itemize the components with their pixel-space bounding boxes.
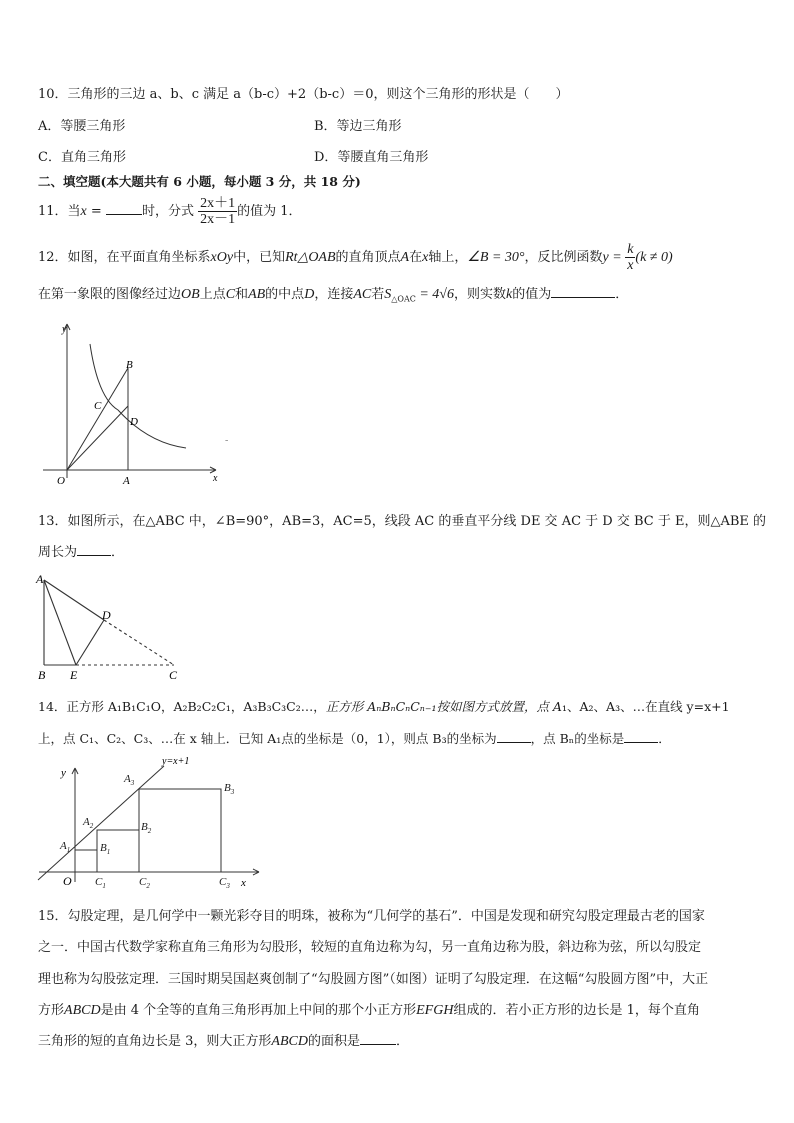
q13-line2	[38, 541, 124, 560]
q14-text-italic: 按如图方式放置，点 A	[436, 699, 562, 714]
q14-fig-c2: $C_2$	[139, 876, 150, 890]
q12-fig-o: O	[57, 475, 65, 487]
q15-text: 组成的．若小正方形的边长是 1，每个直角	[453, 1003, 700, 1018]
q12-text: 的值为	[512, 287, 552, 302]
q12-c: C	[225, 287, 236, 302]
q14-fig-o: O	[63, 874, 72, 888]
q14-fig-line-label: y=x+1	[162, 756, 190, 767]
q12-fig-y: y	[62, 324, 67, 335]
q15-line5	[38, 1030, 409, 1050]
section-2-title: 二、填空题(本大题共有 6 小题，每小题 3 分，共 18 分)	[38, 174, 361, 189]
q12-x-den: x	[627, 258, 634, 273]
q12-text: 若	[371, 287, 385, 302]
q12-fig-b: B	[126, 359, 133, 371]
q15-text: 的面积是	[307, 1034, 360, 1049]
q12-text: 中，已知	[233, 250, 286, 265]
q14-line2: 上，点 C₁、C₂、C₃、…在 x 轴上．已知 A₁点的坐标是（0，1），则点 B₃的坐标为 ，点 Bₙ的坐标是 ．	[38, 731, 671, 746]
q13-segment-dc	[104, 620, 174, 665]
q11-post: 的值为 1．	[237, 204, 302, 219]
q10-option-a[interactable]: A．等腰三角形	[38, 119, 126, 134]
q12-text: ，则实数	[453, 287, 506, 302]
q11-numerator: 2x＋1	[200, 196, 236, 211]
q12-text: ，连接	[314, 287, 354, 302]
q14-fig-b1: $B_1$	[100, 842, 111, 856]
q15-line2: 之一．中国古代数学家称直角三角形为勾股形，较短的直角边称为勾，另一直角边称为股，斜边称为弦，所以勾股定	[38, 940, 702, 955]
q12-s-val: = 4√6	[415, 287, 454, 302]
q11-pre: 11．当	[38, 204, 81, 219]
q12-figure	[38, 318, 238, 488]
q12-point-a: A	[400, 250, 410, 265]
q12-k: k	[627, 242, 634, 257]
q15-answer-blank[interactable]	[360, 1044, 396, 1045]
q14-text: 14．正方形 A	[38, 699, 117, 714]
q13-segment-ad	[44, 580, 104, 620]
q12-text: 上点	[199, 287, 226, 302]
q10-stem: 10．三角形的三边 a、b、c 满足 a（b‐c）+2（b‐c）＝0，则这个三角形的形状是（ ）	[38, 87, 569, 102]
q12-xoy: xOy	[210, 250, 234, 265]
q13-line1: 13．如图所示，在△ABC 中，∠B=90°，AB=3，AC=5，线段 AC 的垂直平分线 DE 交 AC 于 D 交 BC 于 E，则△ABE 的	[38, 514, 767, 529]
q13-fig-e: E	[70, 668, 78, 682]
q14-text: 的坐标是	[574, 731, 625, 746]
q12-text: 的直角顶点	[335, 250, 401, 265]
q12-text: 12．如图，在平面直角坐标系	[38, 250, 211, 265]
q11-eq: =	[86, 204, 106, 219]
q12-y-eq: y =	[602, 250, 626, 265]
q11-mid: 时，分式	[141, 204, 194, 219]
q12-ac: AC	[353, 287, 372, 302]
q14-fig-x: x	[241, 877, 246, 889]
q11-answer-blank[interactable]	[106, 214, 142, 215]
q15-line3: 理也称为勾股弦定理．三国时期吴国赵爽创制了“勾股圆方图”（如图）证明了勾股定理．在这幅“勾股圆方图”中，大正	[38, 972, 709, 987]
q14-text: 、A	[593, 699, 616, 714]
q14-text: 、C	[121, 731, 144, 746]
q12-kcond: (k ≠ 0)	[635, 250, 673, 265]
q12-fig-x: x	[213, 473, 218, 484]
q12-fraction	[625, 242, 635, 273]
q13-text: ．	[111, 545, 125, 560]
q14-fig-b2: $B_2$	[141, 821, 152, 835]
q14-answer-blank-1[interactable]	[497, 742, 531, 743]
q13-answer-blank[interactable]	[77, 555, 111, 556]
q14-answer-blank-2[interactable]	[624, 742, 658, 743]
q15-line1: 15．勾股定理，是几何学中一颗光彩夺目的明珠，被称为“几何学的基石”．中国是发现和研究勾股定理最古老的国家	[38, 909, 705, 924]
q12-segment-oc	[67, 406, 128, 470]
q14-text: 上，点 C	[38, 731, 90, 746]
q12-fig-a: A	[123, 475, 130, 487]
q15-text: ．	[395, 1034, 409, 1049]
q14-text: 的坐标为	[446, 731, 497, 746]
q13-fig-b: B	[38, 668, 46, 682]
q13-fig-d: D	[102, 608, 111, 622]
q14-text: ，A	[160, 699, 183, 714]
q12-s: S	[384, 287, 392, 302]
q14-fig-y: y	[61, 767, 66, 779]
q13-fig-a: A	[36, 572, 44, 586]
q14-text: ，点 B	[530, 731, 569, 746]
q15-text: 三角形的短的直角边长是 3，则大正方形	[38, 1034, 272, 1049]
q14-fig-a1: $A_1$	[60, 840, 71, 854]
q12-fig-d: D	[130, 416, 138, 428]
q14-fig-c1: $C_1$	[95, 876, 106, 890]
q12-text: 和	[235, 287, 249, 302]
q13-figure	[34, 570, 184, 685]
q12-answer-blank[interactable]	[551, 297, 615, 298]
q15-text: 是由 4 个全等的直角三角形再加上中间的那个小正方形	[100, 1003, 417, 1018]
q13-fig-c: C	[169, 668, 178, 682]
q14-figure	[34, 754, 274, 894]
q12-text: 轴上，	[428, 250, 468, 265]
q14-text: 、…在 x 轴上．已知 A	[148, 731, 277, 746]
q15-abcd: ABCD	[271, 1034, 308, 1049]
q14-square-1	[75, 850, 97, 872]
q12-fig-mark: -	[225, 435, 229, 446]
q14-text: 点的坐标是（0，1），则点 B	[281, 731, 442, 746]
q12-line1	[38, 240, 673, 276]
q14-line1: 14．正方形 A₁B₁C₁O，A₂B₂C₂C₁，A₃B₃C₃C₂…，正方形 AₙBₙCₙCₙ₋₁按如图方式放置，点 A₁、A₂、A₃、…在直线 y=x+1	[38, 699, 730, 714]
q12-ob: OB	[181, 287, 200, 302]
q13-segment-de	[76, 620, 104, 665]
q14-fig-a2: $A_2$	[83, 816, 94, 830]
q15-abcd: ABCD	[64, 1003, 101, 1018]
q12-fig-c: C	[94, 400, 102, 412]
q10-option-c[interactable]: C．直角三角形	[38, 150, 126, 165]
q12-hyperbola	[90, 344, 186, 448]
q12-text: ，反比例函数	[524, 250, 603, 265]
q15-text: 方形	[38, 1003, 65, 1018]
q14-text: 、C	[94, 731, 117, 746]
q14-text: 、…在直线 y=x+1	[620, 699, 730, 714]
q14-fig-b3: $B_3$	[224, 782, 235, 796]
q12-segment-ob	[67, 368, 128, 470]
q12-k2: k	[506, 287, 513, 302]
q12-text: 在第一象限的图像经过边	[38, 287, 182, 302]
q10-option-b[interactable]: B．等边三角形	[314, 119, 402, 134]
q14-text-italic: 正方形 A	[325, 699, 377, 714]
q15-efgh: EFGH	[416, 1003, 454, 1018]
q14-square-3	[139, 789, 221, 872]
q15-line4	[38, 999, 700, 1019]
q14-text: ，A	[230, 699, 253, 714]
q12-ab: AB	[248, 287, 266, 302]
q14-fig-a3: $A_3$	[124, 773, 135, 787]
q10-option-d[interactable]: D．等腰直角三角形	[314, 150, 429, 165]
q11-denominator: 2x－1	[200, 212, 236, 227]
q12-text: 的中点	[265, 287, 305, 302]
q12-s-sub: △OAC	[391, 294, 416, 304]
q12-angle: ∠B = 30°	[467, 250, 525, 265]
q12-line2	[38, 283, 628, 307]
q11-fraction	[198, 196, 237, 227]
q12-d: D	[304, 287, 315, 302]
q13-segment-ae	[44, 580, 76, 665]
q12-text: 在	[409, 250, 423, 265]
q14-fig-c3: $C_3$	[219, 876, 230, 890]
q12-x: x	[422, 250, 429, 265]
q11-var: x	[80, 204, 87, 219]
q12-text: ．	[615, 287, 629, 302]
q14-text: …，	[300, 699, 326, 714]
q12-rt-triangle: Rt△OAB	[285, 250, 336, 265]
q13-text: 周长为	[38, 545, 78, 560]
q14-text: ．	[658, 731, 671, 746]
q14-text: 、A	[566, 699, 589, 714]
q11	[38, 194, 302, 230]
